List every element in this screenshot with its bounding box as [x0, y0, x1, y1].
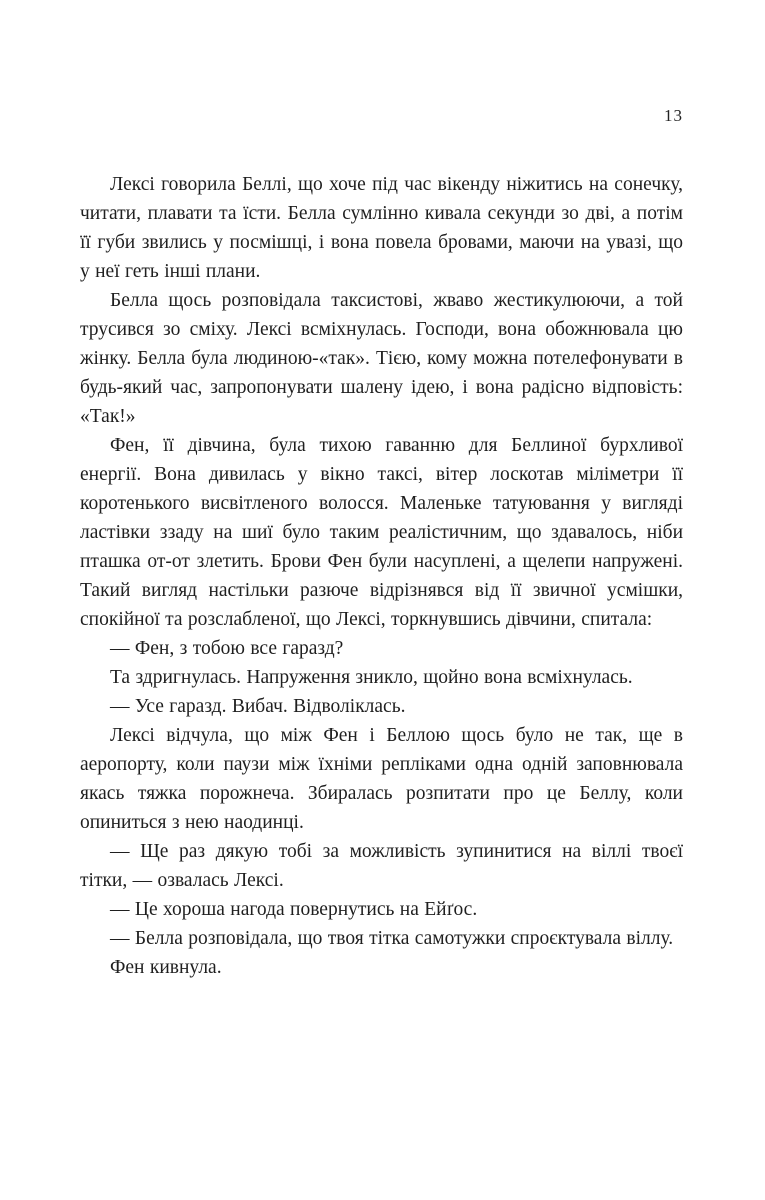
paragraph: Лексі говорила Беллі, що хоче під час вікенду ніжитись на сонечку, читати, плавати та їсти. Белла сумлінно кивала секунди зо дві, а потім її губи звились у посмішці, і вона повела бровами, маючи на увазі, що у неї геть інші плани.	[80, 174, 683, 282]
paragraph-dialogue: — Усе гаразд. Вибач. Відволіклась.	[110, 696, 406, 717]
paragraph: Лексі відчула, що між Фен і Беллою щось було не так, ще в аеропорту, коли паузи між їхніми репліками одна одній заповнювала якась тяжка порожнеча. Збиралась розпитати про це Беллу, коли опиниться з нею наодинці.	[80, 725, 683, 833]
text-block	[80, 170, 683, 982]
paragraph-dialogue: — Белла розповідала, що твоя тітка самотужки спроєктувала віллу.	[110, 928, 674, 949]
paragraph-dialogue: — Фен, з тобою все гаразд?	[110, 638, 344, 659]
paragraph: Фен кивнула.	[110, 957, 222, 978]
paragraph-dialogue: — Це хороша нагода повернутись на Ейґос.	[110, 899, 478, 920]
paragraph: Фен, її дівчина, була тихою гаванню для Беллиної бурхливої енергії. Вона дивилась у вікно таксі, вітер лоскотав міліметри її коротенького висвітленого волосся. Маленьке татуювання у вигляді ластівки ззаду на шиї було таким реалістичним, що здавалось, ніби пташка от-от злетить. Брови Фен були насуплені, а щелепи напружені. Такий вигляд настільки разюче відрізнявся від її звичної усмішки, спокійної та розслабленої, що Лексі, торкнувшись дівчини, спитала:	[80, 435, 683, 630]
paragraph-dialogue: — Ще раз дякую тобі за можливість зупинитися на віллі твоєї тітки, — озвалась Лексі.	[80, 841, 683, 891]
page-number: 13	[664, 106, 683, 125]
paragraph: Белла щось розповідала таксистові, жваво жестикулюючи, а той трусився зо сміху. Лексі всміхнулась. Господи, вона обожнювала цю жінку. Белла була людиною-«так». Тією, кому можна потелефонувати в будь-який час, запропонувати шалену ідею, і вона радісно відповість: «Так!»	[80, 290, 683, 427]
paragraph: Та здригнулась. Напруження зникло, щойно вона всміхнулась.	[110, 667, 633, 688]
